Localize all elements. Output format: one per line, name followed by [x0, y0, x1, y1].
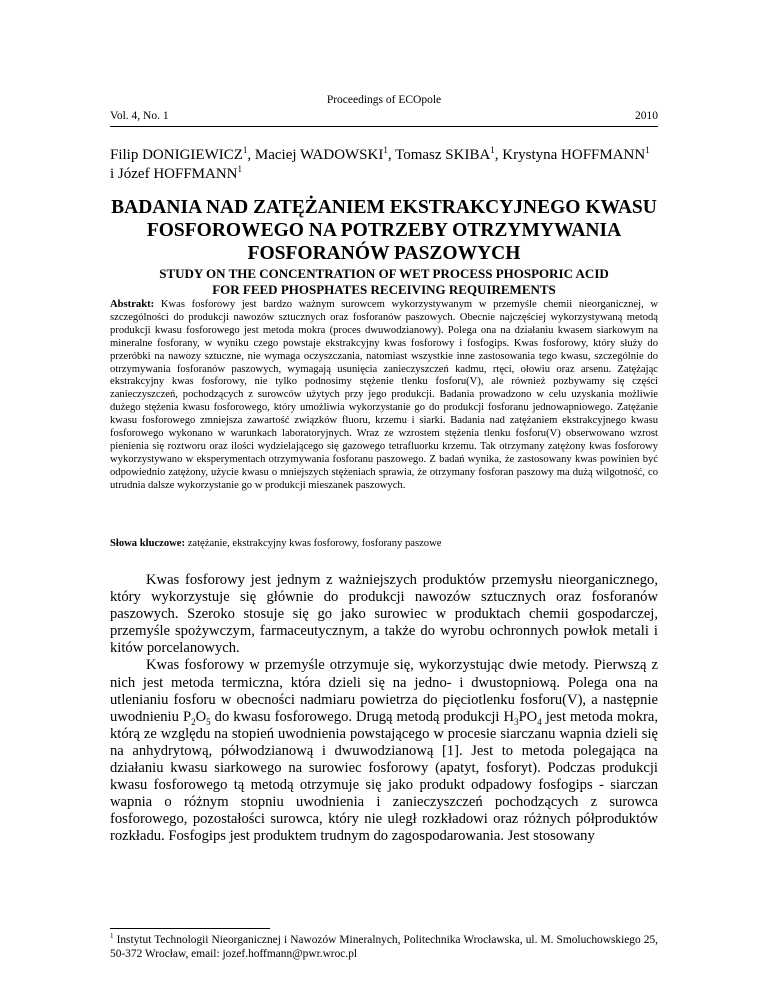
affiliation-mark: 1: [645, 145, 650, 155]
title-polish: BADANIA NAD ZATĘŻANIEM EKSTRAKCYJNEGO KWASU FOSFOROWEGO NA POTRZEBY OTRZYMYWANIA FOSFORANÓW PASZOWYCH: [111, 197, 657, 264]
footnote-rule: [110, 928, 270, 929]
keywords-label: Słowa kluczowe:: [110, 538, 186, 549]
volume-number: Vol. 4, No. 1: [110, 110, 169, 122]
abstract-label: Abstrakt:: [110, 299, 155, 310]
paragraph: Kwas fosforowy w przemyśle otrzymuje się, wykorzystując dwie metody. Pierwszą z nich jest metoda termiczna, która dzieli się na jedno- i dwustopniową. Polega ona na utlenianiu fosforu w obecności nadmiaru powietrza do pięciotlenku fosforu(V), a następnie uwodnieniu $P_2O_5$ do kwasu fosforowego. Drugą metodą produkcji $H_3PO_4$ jest metoda mokra, którą ze względu na stopień uwodnienia powstającego w procesie siarczanu wapnia dzieli się na anhydrytową, półwodzianową i dwuwodzianową [1]. Jest to metoda polegająca na działaniu kwasu siarkowego na surowiec fosforowy (apatyt, fosforyt). Podczas produkcji kwasu fosforowego tą metodą otrzymuje się jako produkt odpadowy fosfogips - siarczan wapnia o różnym stopniu uwodnienia i zanieczyszczeń pochodzących z surowca fosforowego, pozostałości surowca, który nie uległ rozkładowi oraz różnych półproduktów rozkładu. Fosfogips jest produktem trudnym do zagospodarowania. Jest stosowany: [110, 657, 658, 845]
keywords: [110, 538, 658, 549]
paragraph: Kwas fosforowy jest jednym z ważniejszych produktów przemysłu nieorganicznego, który wykorzystuje się głównie do produkcji nawozów sztucznych oraz fosforanów paszowych. Szeroko stosuje się go jako surowiec w produktach chemii gospodarczej, przemyśle spożywczym, farmaceutycznym, a także do wyrobu ochronnych powłok metali i kitów porcelanowych.: [110, 572, 658, 657]
affiliation-mark: 1: [383, 145, 388, 155]
abstract: [110, 299, 658, 493]
footnote-mark: 1: [110, 932, 114, 941]
header-rule: [110, 126, 658, 127]
abstract-text: Kwas fosforowy jest bardzo ważnym surowcem wykorzystywanym w przemyśle chemii nieorganicznej, w szczególności do produkcji nawozów sztucznych oraz fosforanów paszowych. Obecnie najczęściej wykorzystywaną metodą produkcji kwasu fosforowego jest metoda mokra (proces dwuwodzianowy). Polega ona na działaniu kwasem siarkowym na mineralne fosforany, w wyniku czego powstaje ekstrakcyjny kwas fosforowy i fosfogips. Kwas fosforowy, który służy do przeróbki na nawozy sztuczne, nie wymaga oczyszczania, natomiast wszystkie inne zastosowania tego kwasu, szczególnie do otrzymywania fosforanów paszowych, wymagają usunięcia zanieczyszczeń kadmu, rtęci, ołowiu oraz arsenu. Zatężając ekstrakcyjny kwas fosforowy, nie tylko podnosimy stężenie tlenku fosforu(V), ale również pozbywamy się części zanieczyszczeń, pochodzących z surowców użytych przy jego produkcji. Badania prowadzono w celu uzyskania możliwie dużego stężenia kwasu fosforowego, który umożliwia wykorzystanie go do produkcji fosforanu jednowapniowego. Zatężanie kwasu fosforowego zmniejsza zawartość związków fluoru, krzemu i siarki. Badania nad zatężaniem ekstrakcyjnego kwasu fosforowego wykonano w warunkach laboratoryjnych. Wraz ze wzrostem stężenia tlenku fosforu(V) obserwowano wzrost pienienia się roztworu oraz ilości wydzielającego się gazowego tetrafluorku krzemu. Tak otrzymany zatężony kwas fosforowy wykorzystywano w eksperymentach otrzymywania fosforanu paszowego. Z badań wynika, że zastosowany kwas powinien być odpowiednio zatężony, użycie kwasu o mniejszych stężeniach sprawia, że otrzymany fosforan paszowy ma dużą wilgotność, co utrudnia dalsze wykorzystanie go w produkcji mieszanek paszowych.: [110, 299, 658, 491]
affiliation-mark: 1: [242, 145, 248, 155]
author-list: Filip DONIGIEWICZ$^1$, Maciej WADOWSKI$^1$, Tomasz SKIBA$^1$, Krystyna HOFFMANN$^1$ i Józef HOFFMANN$^1$: [110, 145, 650, 182]
author-conjunction: i: [110, 166, 115, 182]
footnote-text: Instytut Technologii Nieorganicznej i Nawozów Mineralnych, Politechnika Wrocławska, ul. M. Smoluchowskiego 25, 50-372 Wrocław, email: jozef.hoffmann@pwr.wroc.pl: [110, 934, 658, 960]
author-name: Józef HOFFMANN: [117, 166, 238, 182]
author-name: Maciej WADOWSKI: [254, 147, 384, 163]
author-name: Filip DONIGIEWICZ: [110, 147, 243, 163]
title-english: STUDY ON THE CONCENTRATION OF WET PROCESS PHOSPORIC ACID FOR FEED PHOSPHATES RECEIVING REQUIREMENTS: [159, 266, 609, 297]
journal-name: Proceedings of ECOpole: [326, 94, 442, 106]
body-text: [110, 572, 658, 846]
keywords-text: zatężanie, ekstrakcyjny kwas fosforowy, fosforany paszowe: [187, 538, 442, 549]
author-name: Tomasz SKIBA: [395, 147, 491, 163]
publication-year: 2010: [635, 110, 658, 122]
affiliation-mark: 1: [490, 145, 495, 155]
footnote: [110, 933, 658, 961]
affiliation-mark: 1: [237, 164, 243, 174]
author-name: Krystyna HOFFMANN: [502, 147, 646, 163]
